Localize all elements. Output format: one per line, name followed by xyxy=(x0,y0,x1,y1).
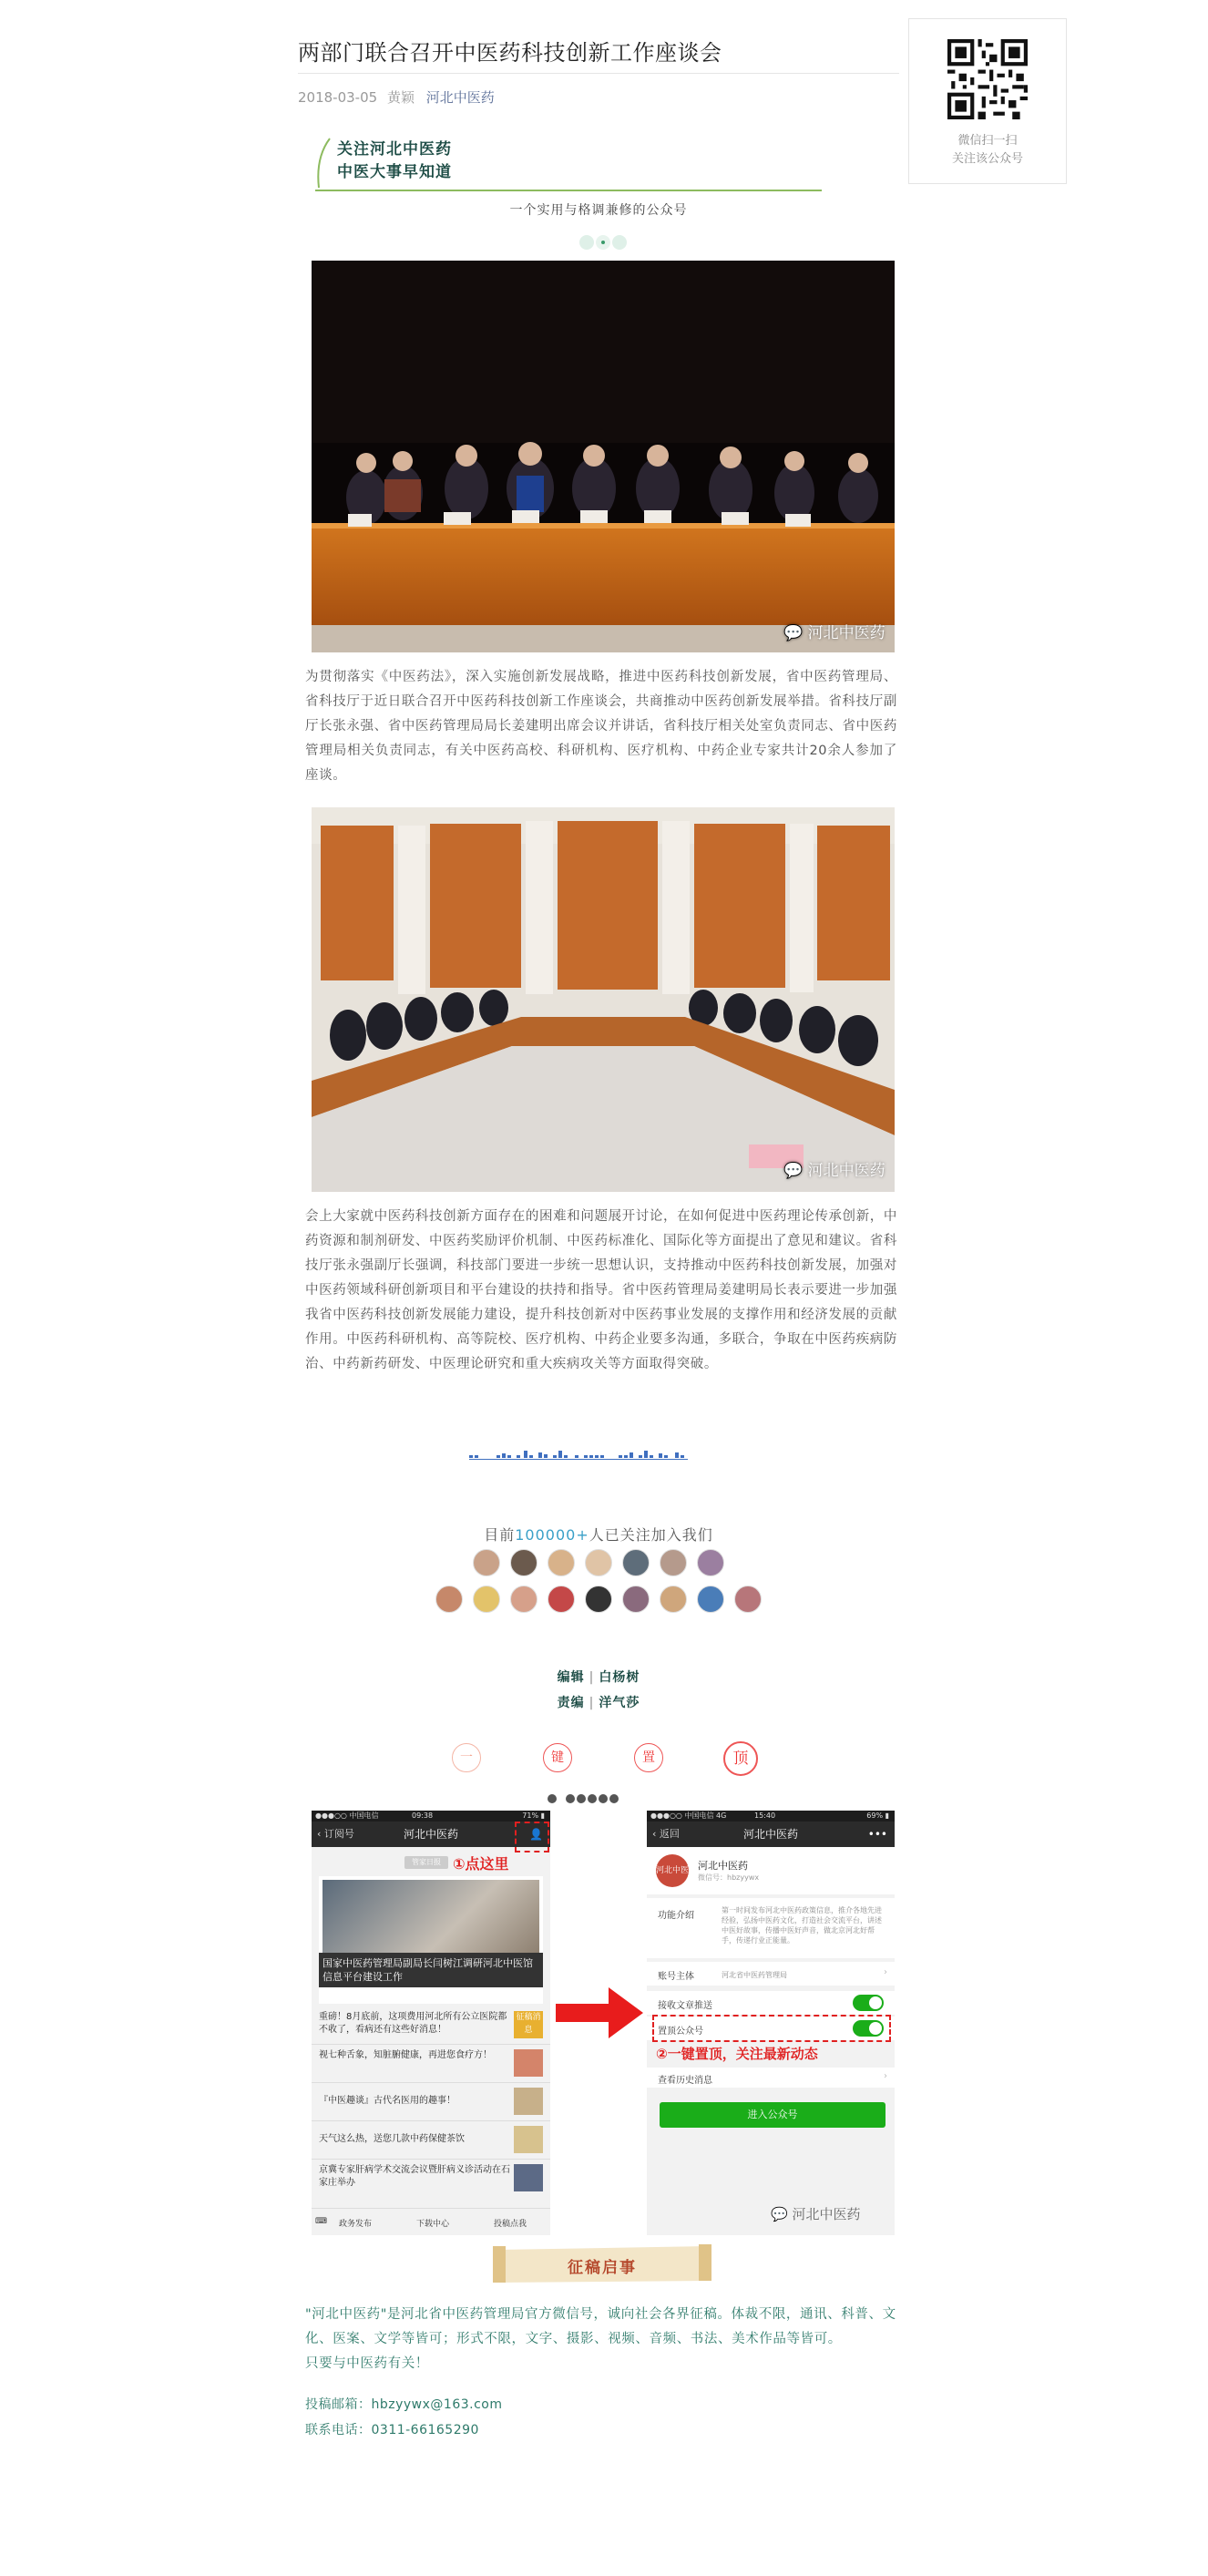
list-thumb xyxy=(514,2164,543,2191)
list-thumb xyxy=(514,2049,543,2077)
avatar xyxy=(548,1586,575,1613)
phone-watermark: 💬 河北中医药 xyxy=(771,2206,861,2222)
carousel-dots xyxy=(548,1790,620,1807)
pin-char-4: 顶 xyxy=(723,1741,758,1776)
title-divider xyxy=(298,73,899,74)
article-date: 2018-03-05 xyxy=(298,89,378,106)
carousel-dot[interactable] xyxy=(609,1794,619,1803)
carousel-dot[interactable] xyxy=(566,1794,575,1803)
meeting-photo-2 xyxy=(312,807,895,1192)
chevron-right-icon: › xyxy=(884,2071,887,2081)
list-thumb xyxy=(514,2126,543,2153)
list-thumb: 征稿消息 xyxy=(514,2011,543,2038)
carousel-dot[interactable] xyxy=(577,1794,586,1803)
list-item[interactable]: 京冀专家肝病学术交流会议暨肝病义诊活动在石家庄举办 xyxy=(319,2165,510,2188)
wechat-icon: 💬 xyxy=(771,2206,788,2222)
photo2-watermark: 💬 河北中医药 xyxy=(783,1162,886,1180)
editor-credit: 编辑 | 白杨树 xyxy=(557,1670,640,1685)
follower-number: 100000+ xyxy=(515,1526,589,1544)
paragraph-1: 为贯彻落实《中医药法》，深入实施创新发展战略，推进中医药科技创新发展，省中医药管理局、省科技厅于近日联合召开中医药科技创新工作座谈会，共商推动中医药创新发展举措。省科技厅副厅长张永强、省中医药管理局局长姜建明出席会议并讲话，省科技厅相关处室负责同志、省中医药管理局相关负责同志，有关中医药高校、科研机构、医疗机构、中药企业专家共计20余人参加了座谈。 xyxy=(305,670,897,783)
account-name: 河北中医药 xyxy=(698,1860,748,1872)
carousel-dot[interactable] xyxy=(548,1794,557,1803)
avatar xyxy=(697,1586,724,1613)
avatar xyxy=(435,1586,463,1613)
phone-line: 联系电话：0311-66165290 xyxy=(305,2423,479,2437)
divider xyxy=(312,2044,550,2045)
call-for-papers-title: 征稿启事 xyxy=(568,2259,637,2277)
history-row[interactable]: 查看历史消息 › xyxy=(647,2068,895,2088)
featured-image xyxy=(322,1880,539,1960)
account-logo: 河北中医 xyxy=(656,1854,689,1887)
annotation-pin: ②一键置顶，关注最新动态 xyxy=(656,2046,818,2062)
featured-caption: 国家中医药管理局副局长闫树江调研河北中医馆信息平台建设工作 xyxy=(319,1953,543,1987)
divider xyxy=(312,2159,550,2160)
follower-count: 目前100000+人已关注加入我们 xyxy=(484,1526,713,1544)
avatar xyxy=(660,1586,687,1613)
qr-code-icon xyxy=(947,39,1028,119)
avatar xyxy=(734,1586,762,1613)
status-bar: ●●●○○ 中国电信 4G 15:40 69% ▮ xyxy=(647,1811,895,1822)
chevron-right-icon: › xyxy=(884,1967,887,1977)
nav-title: 河北中医药 xyxy=(742,1828,798,1841)
email-line: 投稿邮箱：hbzyywx@163.com xyxy=(305,2397,503,2412)
annotation-tap-here: ①点这里 xyxy=(453,1855,509,1873)
avatar-row-1 xyxy=(298,1549,899,1580)
reviewer-credit: 责编 | 洋气莎 xyxy=(557,1696,640,1710)
nav-bar xyxy=(647,1822,895,1847)
banner-dot xyxy=(612,235,627,250)
tab-downloads[interactable]: 下载中心 xyxy=(416,2220,450,2229)
qr-caption-1: 微信扫一扫 xyxy=(957,134,1018,148)
phone-screenshot-left xyxy=(312,1811,550,2235)
account-link[interactable]: 河北中医药 xyxy=(425,89,495,106)
avatar xyxy=(510,1549,537,1576)
article-meta xyxy=(298,87,495,107)
banner-dot xyxy=(579,235,594,250)
date-tag: 管家日报 xyxy=(404,1856,448,1869)
pin-char-1: 一 xyxy=(452,1743,481,1772)
carousel-dot[interactable] xyxy=(588,1794,597,1803)
avatar xyxy=(585,1549,612,1576)
arrow-right-icon xyxy=(556,1987,643,2038)
paragraph-2: 会上大家就中医药科技创新方面存在的困难和问题展开讨论，在如何促进中医药理论传承创新，中药资源和制剂研发、中医药奖励评价机制、中医药标准化、国际化等方面提出了意见和建议。省科技厅张永强副厅长强调，科技部门要进一步统一思想认识，支持推动中医药科技创新发展，加强对中医药领域科研创新项目和平台建设的扶持和指导。省中医药管理局姜建明局长表示要进一步加强我省中医药科技创新发展能力建设，提升科技创新对中医药事业发展的支撑作用和经济发展的贡献作用。中医药科研机构、高等院校、医疗机构、中药企业要多沟通，多联合，争取在中医药疾病防治、中药新药研发、中医理论研究和重大疾病攻关等方面取得突破。 xyxy=(305,1209,897,1371)
pin-char-3: 置 xyxy=(634,1743,663,1772)
banner-rule xyxy=(315,190,822,191)
featured-card[interactable] xyxy=(319,1876,543,2004)
pin-char-2: 键 xyxy=(543,1743,572,1772)
pin-account-row: 置顶公众号 xyxy=(647,2017,895,2040)
banner-dot-active xyxy=(596,235,610,250)
follow-banner xyxy=(337,139,452,184)
follow-line-2: 中医大事早知道 xyxy=(337,163,452,181)
avatar xyxy=(548,1549,575,1576)
divider xyxy=(312,2120,550,2121)
status-bar: ●●●○○ 中国电信 09:38 71% ▮ xyxy=(312,1811,550,1822)
list-thumb xyxy=(514,2088,543,2115)
function-intro-row: 功能介绍 第一时间发布河北中医药政策信息，推介各地先进经验，弘扬中医药文化，打造社会交流平台，讲述中医好故事，传播中医好声音，做北京河北好帮手，传递行业正能量。 xyxy=(647,1898,895,1958)
list-item[interactable]: 重磅！8月底前，这项费用河北所有公立医院都不收了，看病还有这些好消息！ xyxy=(319,2012,507,2035)
divider xyxy=(312,2082,550,2083)
tab-gov[interactable]: 政务发布 xyxy=(339,2220,373,2229)
phone-screenshot-right xyxy=(647,1811,895,2235)
profile-icon[interactable]: 👤 xyxy=(529,1828,543,1841)
wechat-icon: 💬 xyxy=(783,624,804,642)
meeting-photo-1 xyxy=(312,261,895,652)
avatar xyxy=(585,1586,612,1613)
nav-title: 河北中医药 xyxy=(403,1828,458,1841)
divider xyxy=(312,2208,550,2209)
avatar xyxy=(510,1586,537,1613)
phone-number: 0311-66165290 xyxy=(371,2423,479,2437)
wechat-icon: 💬 xyxy=(783,1162,804,1180)
page-title: 两部门联合召开中医药科技创新工作座谈会 xyxy=(298,40,722,66)
photo1-watermark: 💬 河北中医药 xyxy=(783,624,886,642)
enter-account-button[interactable]: 进入公众号 xyxy=(660,2102,886,2128)
qr-caption-2: 关注该公众号 xyxy=(951,152,1023,166)
avatar-row-2 xyxy=(298,1586,899,1616)
avatar xyxy=(473,1549,500,1576)
highlight-box-profile xyxy=(515,1822,549,1852)
more-icon[interactable]: ••• xyxy=(867,1828,887,1841)
keyboard-icon[interactable]: ⌨ xyxy=(315,2217,327,2226)
back-button[interactable]: ‹ 返回 xyxy=(652,1828,680,1840)
account-header xyxy=(647,1847,895,1894)
avatar xyxy=(622,1549,650,1576)
avatar xyxy=(473,1586,500,1613)
avatar xyxy=(697,1549,724,1576)
receive-push-row: 接收文章推送 xyxy=(647,1991,895,2015)
carousel-dot[interactable] xyxy=(599,1794,608,1803)
back-button[interactable]: ‹ 订阅号 xyxy=(317,1828,354,1840)
receive-push-toggle[interactable] xyxy=(853,1995,884,2011)
call-for-papers-text: "河北中医药"是河北省中医药管理局官方微信号，诚向社会各界征稿。体裁不限，通讯、科普、文化、医案、文学等皆可；形式不限，文字、摄影、视频、音频、书法、美术作品等皆可。 xyxy=(305,2307,896,2346)
account-id: 微信号：hbzyywx xyxy=(698,1873,760,1882)
leaf-icon xyxy=(315,135,333,190)
call-for-papers-note: 只要与中医药有关！ xyxy=(305,2356,429,2371)
email-link[interactable]: hbzyywx@163.com xyxy=(371,2397,503,2412)
owner-row[interactable]: 账号主体 河北省中医药管理局 › xyxy=(647,1962,895,1986)
list-item[interactable]: 天气这么热，送您几款中药保健茶饮 xyxy=(319,2134,465,2144)
avatar xyxy=(622,1586,650,1613)
tagline: 一个实用与格调兼修的公众号 xyxy=(509,203,688,218)
highlight-box-pin xyxy=(652,2015,891,2042)
bar-divider xyxy=(469,1447,742,1460)
tab-submit[interactable]: 投稿点我 xyxy=(494,2220,527,2229)
list-item[interactable]: 视七种舌象，知脏腑健康，再进您食疗方！ xyxy=(319,2050,492,2060)
follow-line-1: 关注河北中医药 xyxy=(337,140,452,159)
avatar xyxy=(660,1549,687,1576)
qr-card xyxy=(908,18,1067,184)
article-author: 黄颖 xyxy=(386,89,415,106)
list-item[interactable]: 『中医趣谈』古代名医用的趣事！ xyxy=(319,2096,456,2106)
